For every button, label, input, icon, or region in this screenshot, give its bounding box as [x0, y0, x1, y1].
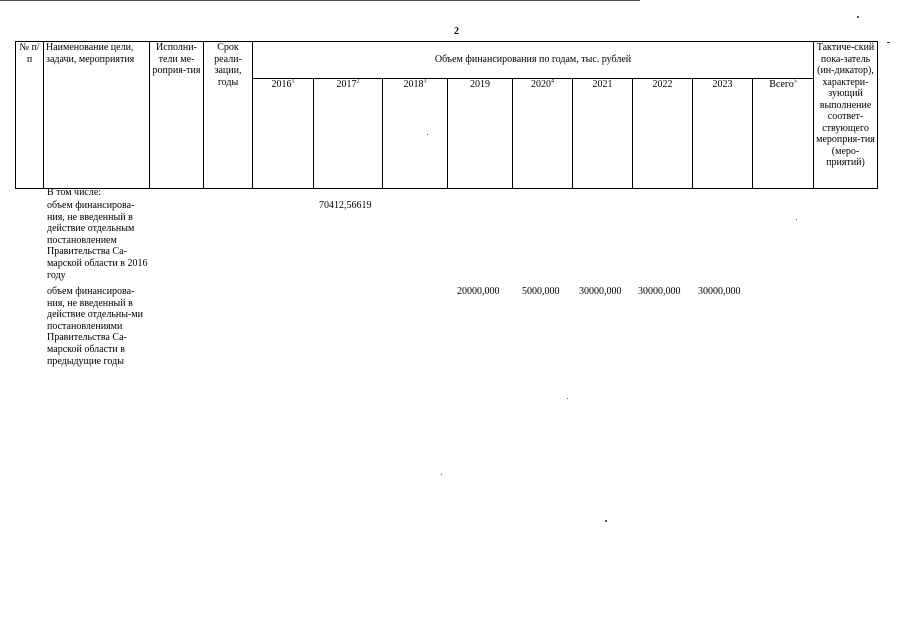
- row2-value-2022: 30000,000: [638, 286, 681, 297]
- year-2018: 2018$^3$: [383, 79, 448, 189]
- row2-value-2023: 30000,000: [698, 286, 741, 297]
- year-2017: 2017$^2$: [314, 79, 383, 189]
- scan-speck: [887, 42, 890, 43]
- intro-text: В том числе:: [47, 187, 102, 198]
- year-2022: 2022: [633, 79, 693, 189]
- scan-edge-line: [0, 0, 640, 1]
- page-number: 2: [454, 26, 459, 37]
- scan-speck: [441, 474, 442, 475]
- scan-speck: [605, 520, 607, 522]
- year-total: Всего$^5$: [753, 79, 814, 189]
- scan-speck: [567, 398, 568, 399]
- row2-value-2019: 20000,000: [457, 286, 500, 297]
- year-2023: 2023: [693, 79, 753, 189]
- header-name: Наименование цели, задачи, мероприятия: [44, 42, 150, 189]
- row1-description: объем финансирова-ния, не введенный в действие отдельным постановлением Правительства Са-марской области в 2016 году: [47, 200, 148, 281]
- row2-description: объем финансирова-ния, не введенный в действие отдельны-ми постановлениями Правительства Са-марской области в предыдущие годы: [47, 286, 143, 367]
- header-term: Срок реали-зации, годы: [204, 42, 253, 189]
- scan-speck: [857, 16, 859, 18]
- scan-speck: [796, 219, 797, 220]
- year-2016: 2016$^1$: [253, 79, 314, 189]
- year-2019: 2019: [448, 79, 513, 189]
- row2-value-2020: 5000,000: [522, 286, 560, 297]
- financing-table-header: [15, 41, 878, 189]
- row1-value-2017: 70412,56619: [319, 200, 372, 211]
- header-executors: Исполни-тели ме-роприя-тия: [150, 42, 204, 189]
- year-2021: 2021: [573, 79, 633, 189]
- row2-value-2021: 30000,000: [579, 286, 622, 297]
- year-2020: 2020$^4$: [513, 79, 573, 189]
- header-number: № п/п: [16, 42, 44, 189]
- header-indicator: Тактиче-ский пока-затель (ин-дикатор), характери-зующий выполнение соответ-ствующего мероприя-тия (меро-приятий): [814, 42, 878, 189]
- header-funding: Объем финансирования по годам, тыс. рублей: [253, 42, 814, 79]
